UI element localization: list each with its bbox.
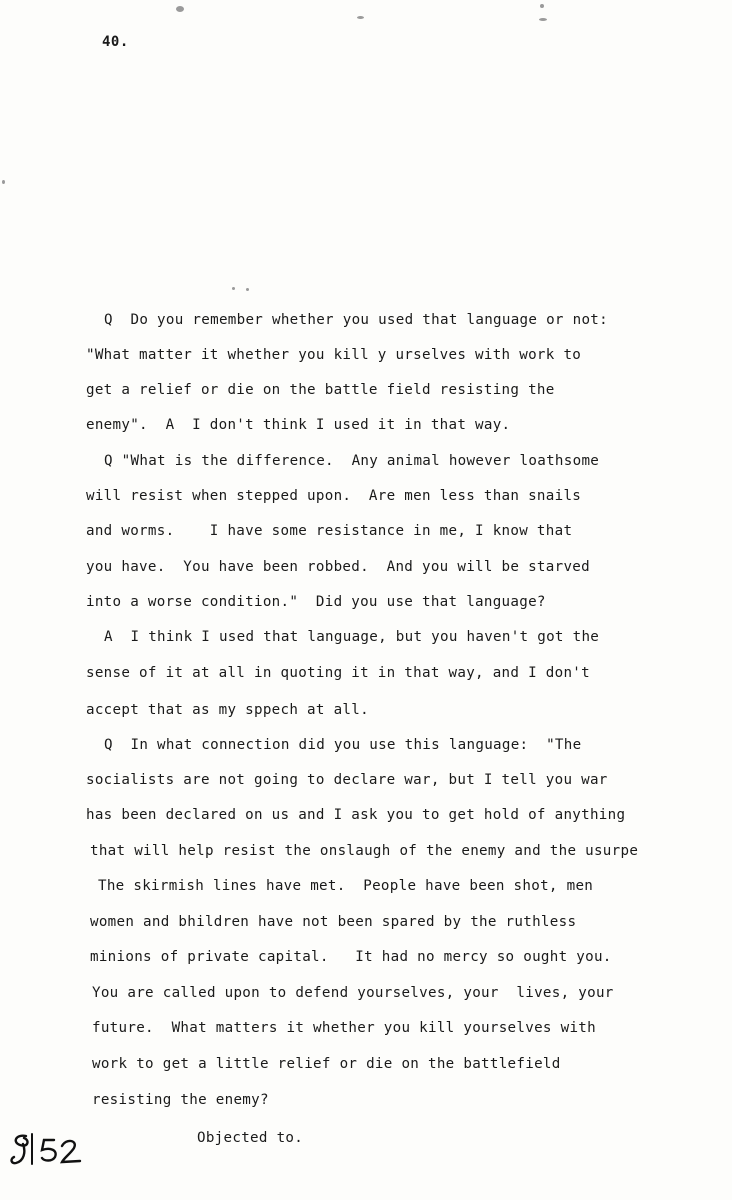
text-line: socialists are not going to declare war, but I tell you war — [86, 772, 608, 788]
scan-speck — [539, 18, 547, 21]
text-line: get a relief or die on the battle field resisting the — [86, 382, 555, 398]
objected-note: Objected to. — [197, 1130, 304, 1146]
handwritten-annotation — [8, 1128, 88, 1170]
text-line: Q In what connection did you use this language: "The — [104, 737, 582, 753]
scan-speck — [540, 4, 544, 8]
text-line: into a worse condition." Did you use that language? — [86, 594, 546, 610]
text-line: A I think I used that language, but you haven't got the — [104, 629, 600, 645]
text-line: minions of private capital. It had no mercy so ought you. — [90, 949, 612, 965]
text-line: You are called upon to defend yourselves, your lives, your — [92, 985, 614, 1001]
text-line: you have. You have been robbed. And you will be starved — [86, 559, 590, 575]
text-line: "What matter it whether you kill y urselves with work to — [86, 347, 582, 363]
scan-speck — [2, 180, 5, 184]
scan-speck — [176, 6, 184, 12]
text-line: work to get a little relief or die on the battlefield — [92, 1056, 561, 1072]
text-line: will resist when stepped upon. Are men less than snails — [86, 488, 582, 504]
text-line: sense of it at all in quoting it in that way, and I don't — [86, 665, 590, 681]
scan-speck — [232, 287, 235, 290]
text-line: Q Do you remember whether you used that language or not: — [104, 312, 608, 328]
text-line: enemy". A I don't think I used it in that way. — [86, 417, 511, 433]
text-line: The skirmish lines have met. People have been shot, men — [98, 878, 594, 894]
text-line: that will help resist the onslaugh of the enemy and the usurpe — [90, 843, 639, 859]
text-line: accept that as my sppech at all. — [86, 702, 369, 718]
text-line: has been declared on us and I ask you to get hold of anything — [86, 807, 626, 823]
scan-speck — [246, 288, 249, 291]
text-line: women and bhildren have not been spared by the ruthless — [90, 914, 577, 930]
text-line: Q "What is the difference. Any animal however loathsome — [104, 453, 600, 469]
scan-speck — [357, 16, 364, 19]
page-number: 40. — [102, 34, 129, 50]
text-line: resisting the enemy? — [92, 1092, 269, 1108]
text-line: future. What matters it whether you kill yourselves with — [92, 1020, 596, 1036]
text-line: and worms. I have some resistance in me, I know that — [86, 523, 573, 539]
